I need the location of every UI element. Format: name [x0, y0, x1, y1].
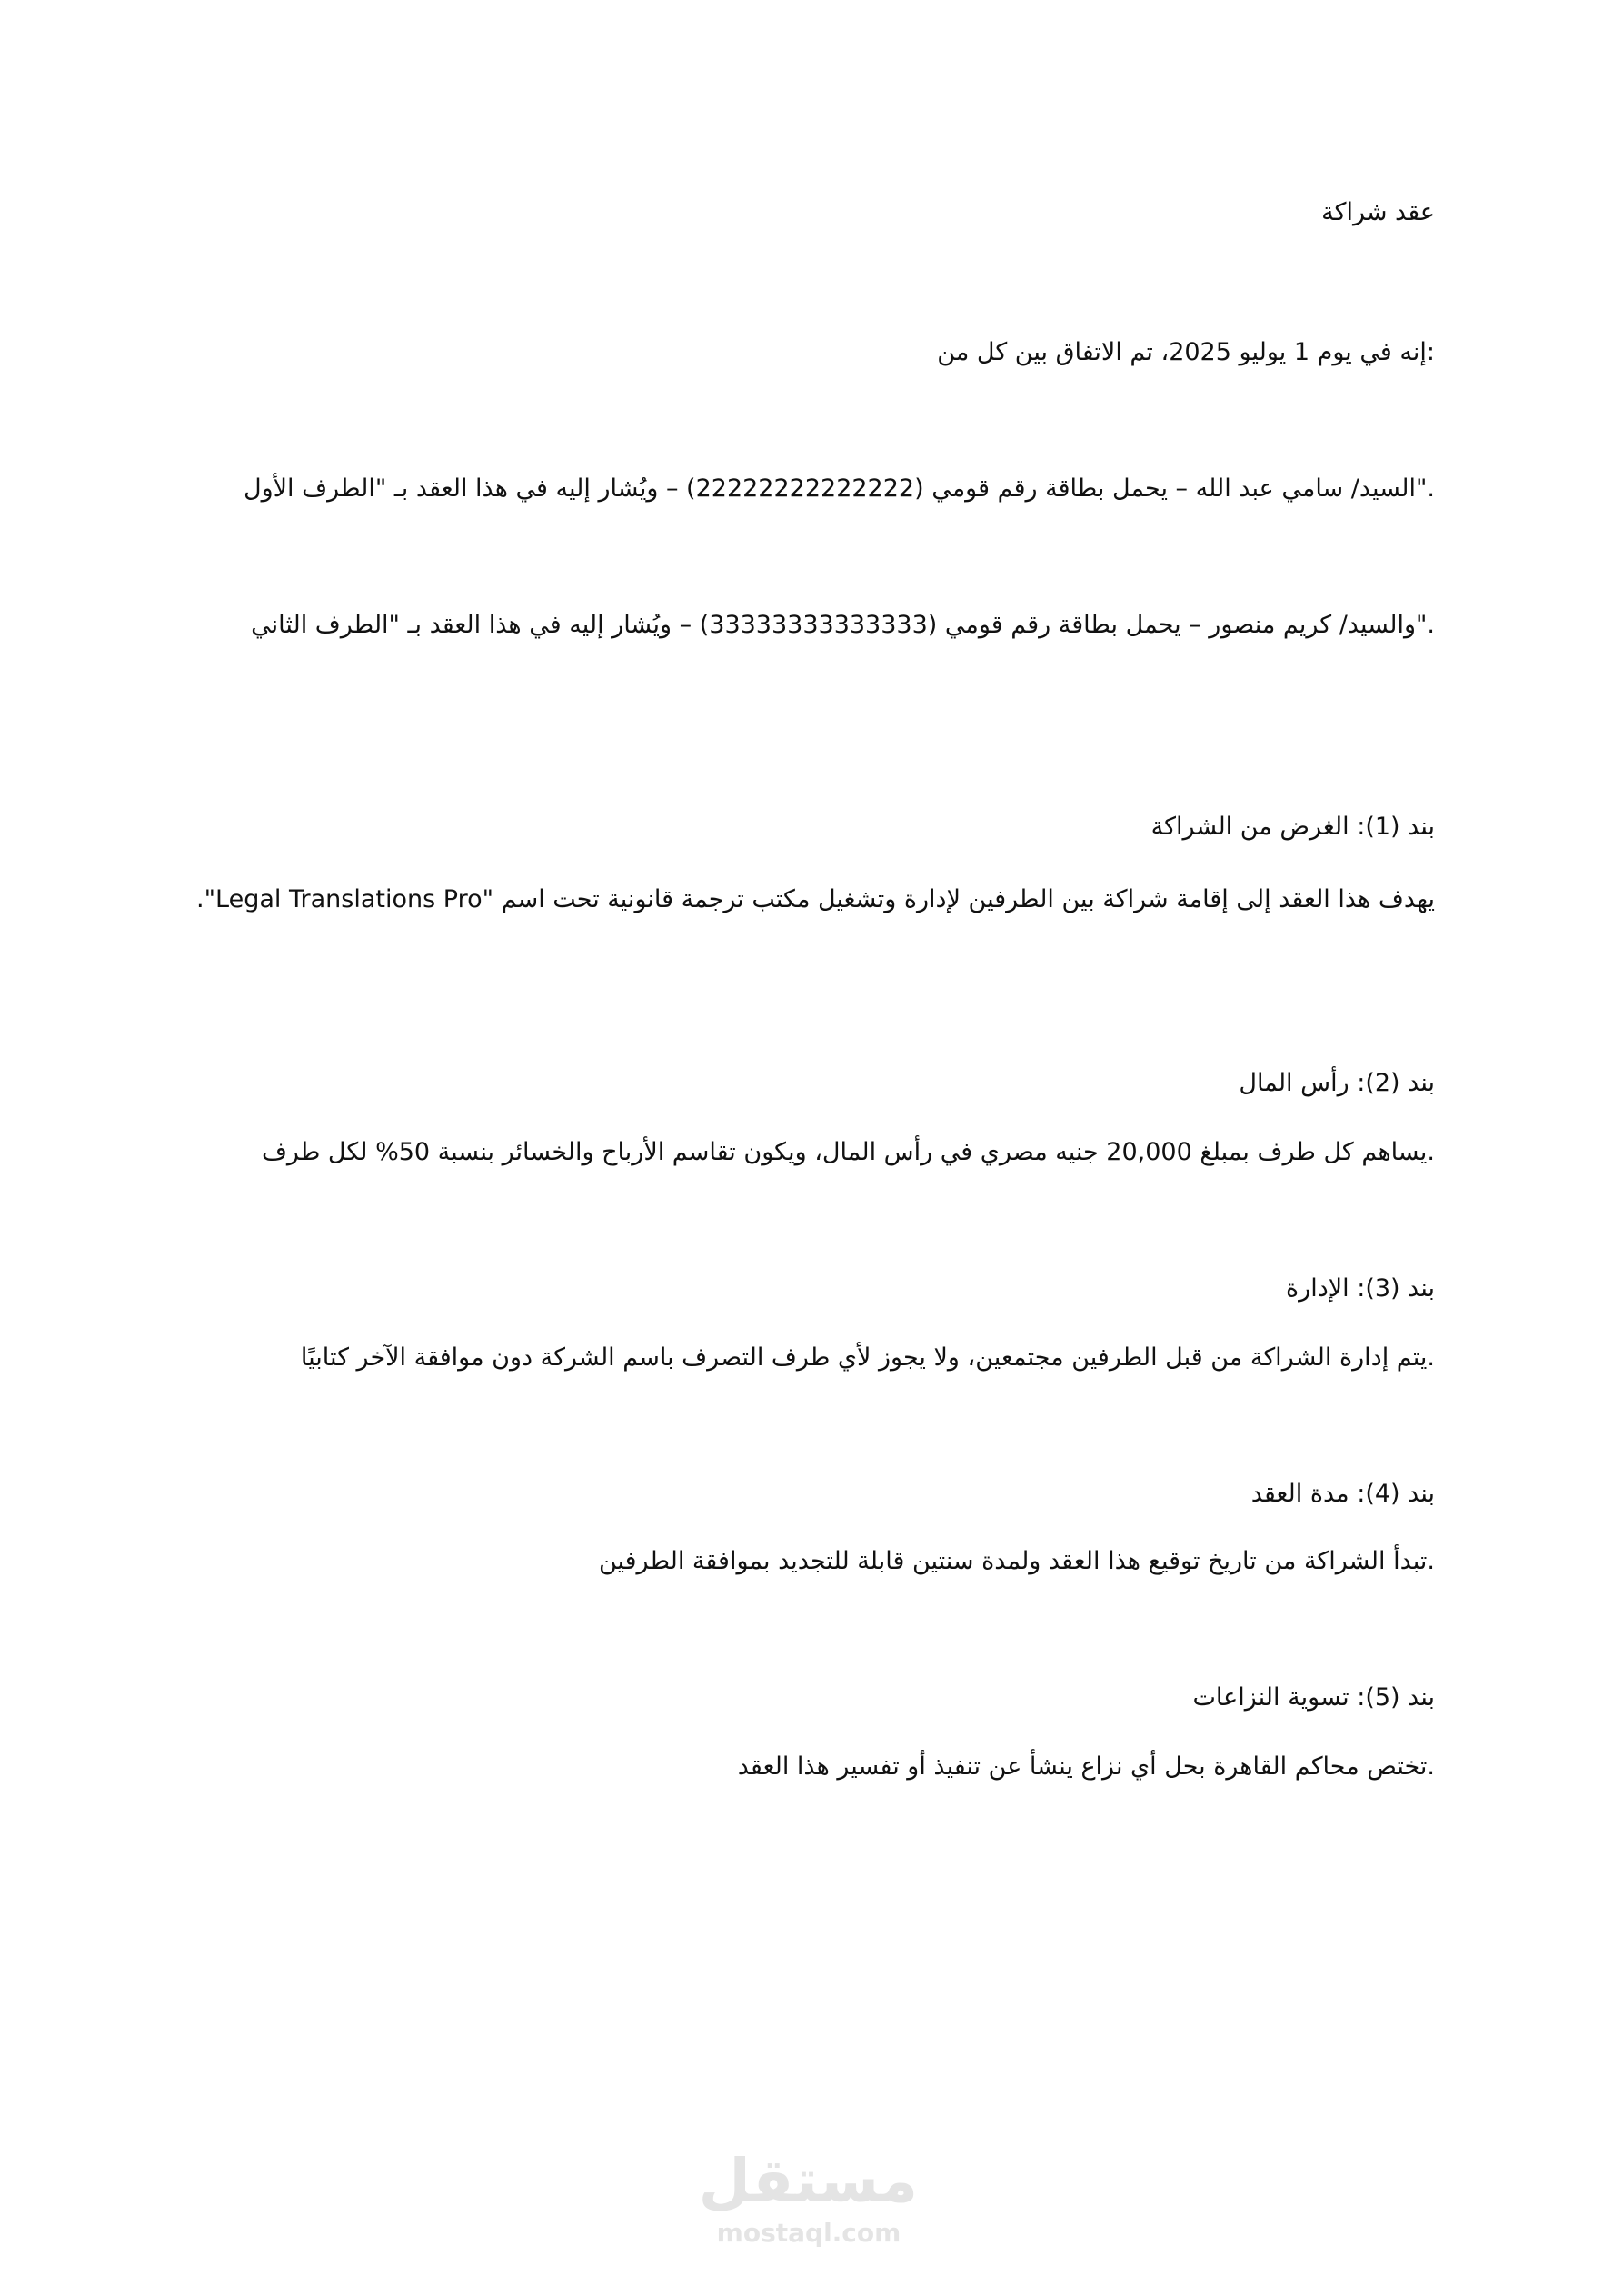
party-one-line: ."السيد/ سامي عبد الله – يحمل بطاقة رقم قومي (22222222222222) – ويُشار إليه في هذا العقد بـ "الطرف الأول	[243, 474, 1435, 503]
clause-5-heading: بند (5): تسوية النزاعات	[1192, 1683, 1435, 1712]
clause-2-heading: بند (2): رأس المال	[1239, 1069, 1435, 1097]
party-two-line: ."والسيد/ كريم منصور – يحمل بطاقة رقم قومي (33333333333333) – ويُشار إليه في هذا العقد بـ "الطرف الثاني	[251, 611, 1435, 639]
document-title: عقد شراكة	[1321, 198, 1435, 226]
clause-3-heading: بند (3): الإدارة	[1286, 1274, 1435, 1303]
clause-4-heading: بند (4): مدة العقد	[1250, 1480, 1435, 1508]
watermark-domain: mostaql.com	[716, 2218, 901, 2248]
watermark-logo: مستقل	[698, 2146, 918, 2216]
mostaql-watermark	[700, 2145, 918, 2263]
clause-1-text: يهدف هذا العقد إلى إقامة شراكة بين الطرفين لإدارة وتشغيل مكتب ترجمة قانونية تحت اسم "Legal Translations Pro".	[196, 885, 1435, 913]
clause-1-heading: بند (1): الغرض من الشراكة	[1150, 813, 1435, 841]
clause-4-text: .تبدأ الشراكة من تاريخ توقيع هذا العقد ولمدة سنتين قابلة للتجديد بموافقة الطرفين	[598, 1547, 1435, 1575]
clause-2-text: .يساهم كل طرف بمبلغ 20,000 جنيه مصري في رأس المال، ويكون تقاسم الأرباح والخسائر بنسبة 50% لكل طرف	[261, 1138, 1435, 1166]
intro-line: :إنه في يوم 1 يوليو 2025، تم الاتفاق بين كل من	[937, 338, 1435, 366]
clause-3-text: .يتم إدارة الشراكة من قبل الطرفين مجتمعين، ولا يجوز لأي طرف التصرف باسم الشركة دون موافقة الآخر كتابيًا	[300, 1343, 1435, 1372]
clause-5-text: .تختص محاكم القاهرة بحل أي نزاع ينشأ عن تنفيذ أو تفسير هذا العقد	[737, 1752, 1435, 1781]
